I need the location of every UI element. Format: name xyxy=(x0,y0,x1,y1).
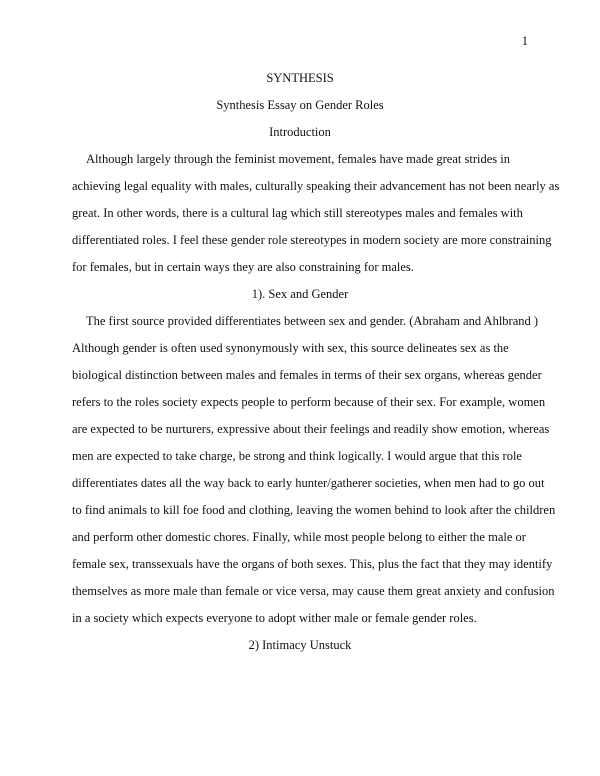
introduction-line: achieving legal equality with males, culturally speaking their advancement has not been nearly as xyxy=(72,179,560,193)
intimacy-unstuck-heading: 2) Intimacy Unstuck xyxy=(248,638,352,652)
sex-and-gender-line: female sex, transsexuals have the organs of both sexes. This, plus the fact that they may identify xyxy=(72,557,553,571)
essay-title: Synthesis Essay on Gender Roles xyxy=(216,98,384,112)
page-number: 1 xyxy=(521,34,528,48)
introduction-heading: Introduction xyxy=(269,125,331,139)
sex-and-gender-line: and perform other domestic chores. Finally, while most people belong to either the male or xyxy=(72,530,526,544)
sex-and-gender-line: themselves as more male than female or vice versa, may cause them great anxiety and confusion xyxy=(72,584,555,598)
sex-and-gender-line: The first source provided differentiates between sex and gender. (Abraham and Ahlbrand ) xyxy=(86,314,539,328)
sex-and-gender-line: Although gender is often used synonymously with sex, this source delineates sex as the xyxy=(72,341,509,355)
sex-and-gender-line: differentiates dates all the way back to early hunter/gatherer societies, when men had to go out xyxy=(72,476,545,490)
sex-and-gender-line: biological distinction between males and females in terms of their sex organs, whereas gender xyxy=(72,368,542,382)
sex-and-gender-line: are expected to be nurturers, expressive about their feelings and readily show emotion, whereas xyxy=(72,422,550,436)
introduction-line: differentiated roles. I feel these gender role stereotypes in modern society are more constraining xyxy=(72,233,552,247)
sex-and-gender-line: in a society which expects everyone to adopt wither male or female gender roles. xyxy=(72,611,477,625)
introduction-line: Although largely through the feminist movement, females have made great strides in xyxy=(86,152,510,166)
sex-and-gender-line: to find animals to kill foe food and clothing, leaving the women behind to look after the children xyxy=(72,503,556,517)
running-head: SYNTHESIS xyxy=(266,71,334,85)
sex-and-gender-line: refers to the roles society expects people to perform because of their sex. For example, women xyxy=(72,395,546,409)
introduction-line: for females, but in certain ways they are also constraining for males. xyxy=(72,260,414,274)
introduction-line: great. In other words, there is a cultural lag which still stereotypes males and females with xyxy=(72,206,523,220)
sex-and-gender-line: men are expected to take charge, be strong and think logically. I would argue that this role xyxy=(72,449,522,463)
sex-and-gender-heading: 1). Sex and Gender xyxy=(251,287,349,301)
